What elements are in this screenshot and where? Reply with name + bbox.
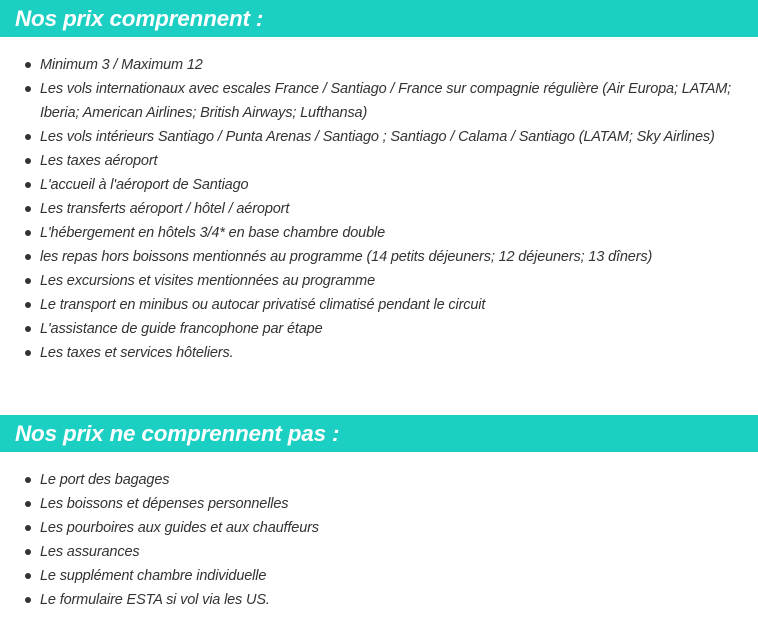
list-item-text: Le transport en minibus ou autocar privatisé climatisé pendant le circuit [40,297,486,313]
list-item-text: Les taxes et services hôteliers. [40,345,234,361]
list-item [0,317,758,341]
list-item [0,588,758,612]
list-item-text: Le formulaire ESTA si vol via les US. [40,592,270,608]
bullet-icon [25,302,31,308]
excluded-section-header: Nos prix ne comprennent pas : [0,415,758,452]
list-item [0,77,758,125]
list-item [0,540,758,564]
list-item-text: Le supplément chambre individuelle [40,568,267,584]
list-item-text: Les taxes aéroport [40,153,158,169]
bullet-icon [25,254,31,260]
list-item [0,125,758,149]
list-item [0,293,758,317]
list-item [0,221,758,245]
list-item-text: Les pourboires aux guides et aux chauffeurs [40,520,319,536]
list-item-text: L'hébergement en hôtels 3/4* en base chambre double [40,225,385,241]
bullet-icon [25,230,31,236]
list-item [0,516,758,540]
list-item [0,197,758,221]
bullet-icon [25,597,31,603]
list-item [0,468,758,492]
list-item [0,149,758,173]
list-item-text: Les transferts aéroport / hôtel / aéroport [40,201,290,217]
list-item [0,492,758,516]
list-item-text: Les assurances [40,544,140,560]
list-item-text: Les vols internationaux avec escales France / Santiago / France sur compagnie régulière (Air Europa; LATAM; Iberia; American Airlines; British Airways; Lufthansa) [40,81,732,121]
list-item [0,564,758,588]
list-item-text: Le port des bagages [40,472,170,488]
list-item-text: les repas hors boissons mentionnés au programme (14 petits déjeuners; 12 déjeuners; 13 dîners) [40,249,653,265]
list-item-text: Les vols intérieurs Santiago / Punta Arenas / Santiago ; Santiago / Calama / Santiago (LATAM; Sky Airlines) [40,129,715,145]
bullet-icon [25,350,31,356]
bullet-icon [25,501,31,507]
bullet-icon [25,326,31,332]
bullet-icon [25,477,31,483]
bullet-icon [25,206,31,212]
bullet-icon [25,525,31,531]
list-item-text: L'accueil à l'aéroport de Santiago [40,177,249,193]
list-item [0,173,758,197]
included-section-header: Nos prix comprennent : [0,0,758,37]
bullet-icon [25,62,31,68]
list-item-text: L'assistance de guide francophone par étape [40,321,323,337]
bullet-icon [25,573,31,579]
list-item [0,245,758,269]
list-item-text: Minimum 3 / Maximum 12 [40,57,203,73]
excluded-list [0,468,758,612]
bullet-icon [25,278,31,284]
list-item [0,53,758,77]
included-list [0,53,758,365]
list-item-text: Les boissons et dépenses personnelles [40,496,289,512]
bullet-icon [25,549,31,555]
bullet-icon [25,134,31,140]
bullet-icon [25,158,31,164]
bullet-icon [25,182,31,188]
list-item [0,269,758,293]
bullet-icon [25,86,31,92]
list-item [0,341,758,365]
list-item-text: Les excursions et visites mentionnées au programme [40,273,376,289]
